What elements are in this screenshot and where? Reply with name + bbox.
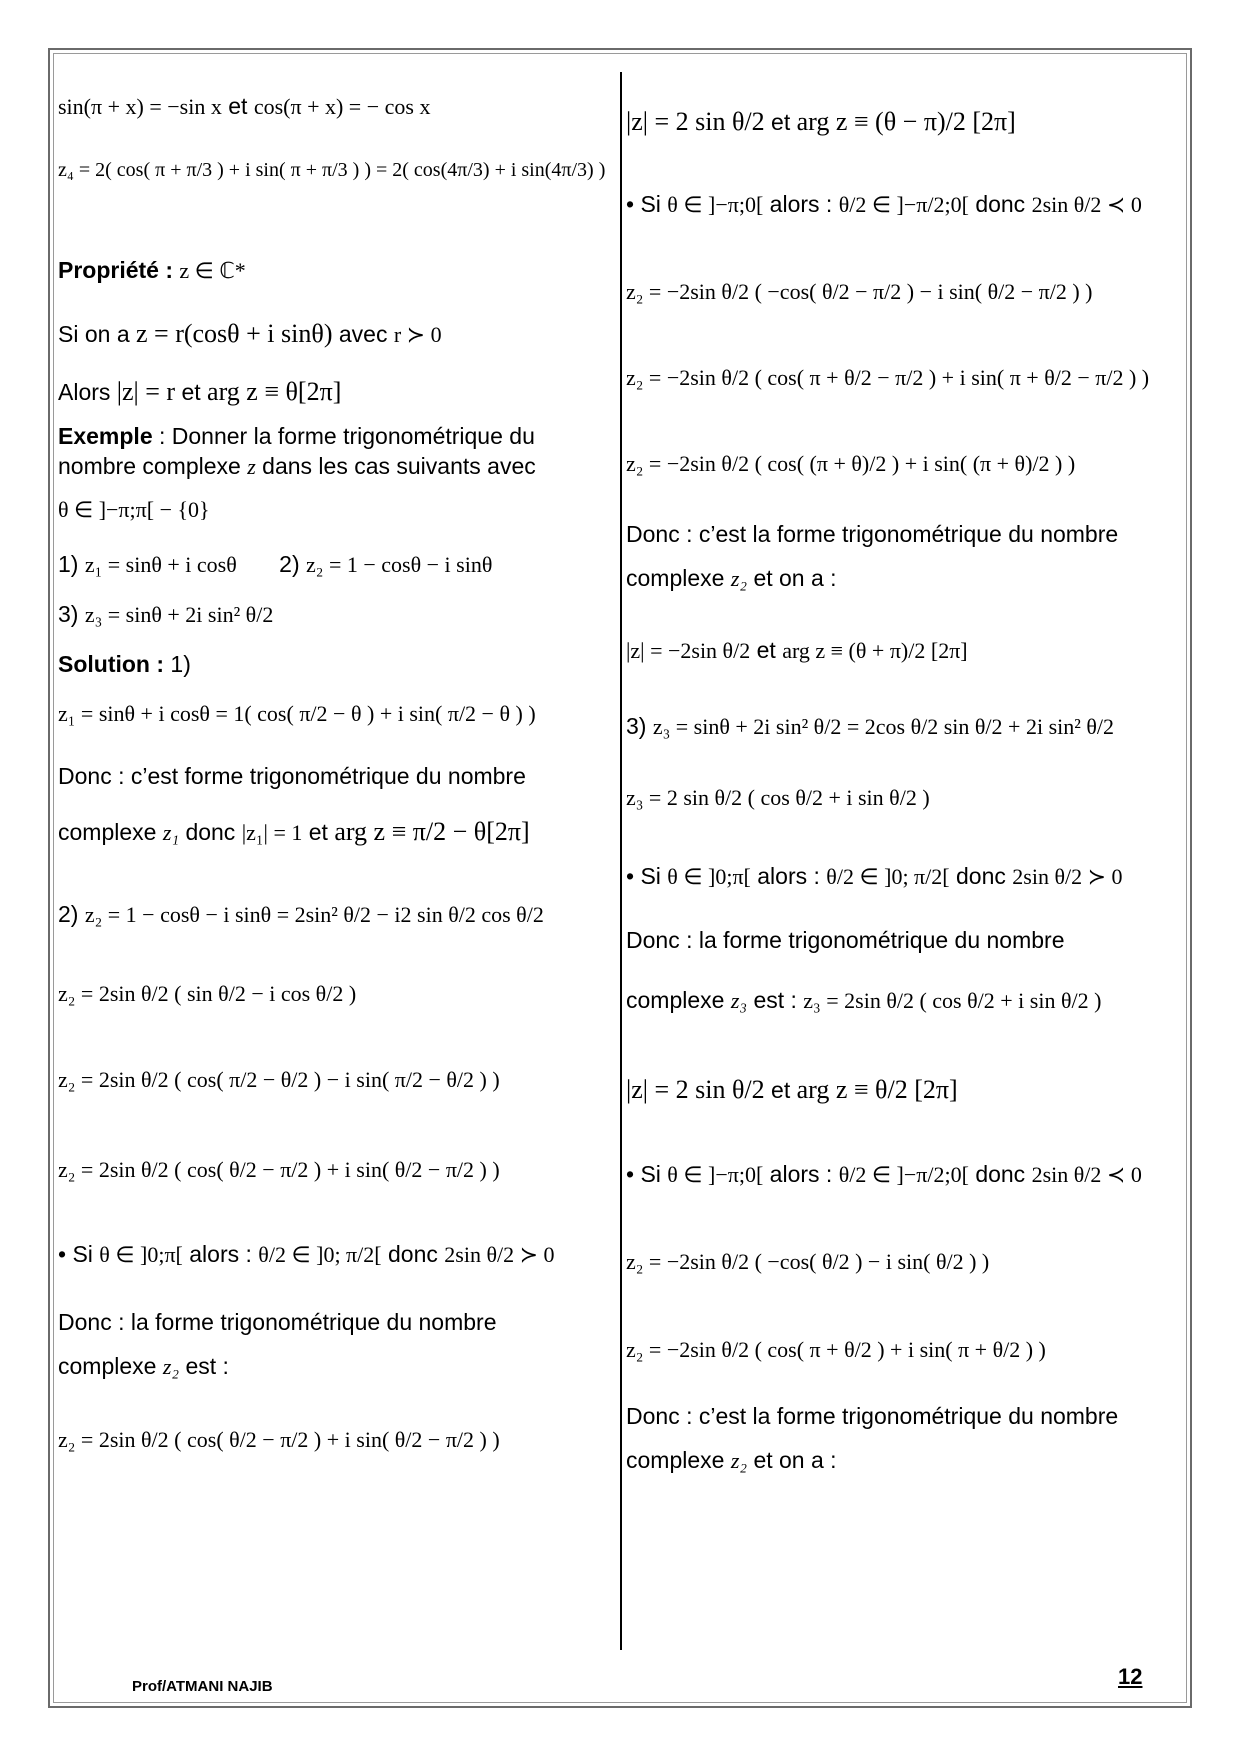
z2-symbol: z₂	[730, 1448, 748, 1473]
r-solution-3-line	[626, 712, 1114, 741]
half-theta-interval: θ/2 ∈ ]0; π/2[	[826, 864, 950, 889]
z3-symbol: z₃	[730, 988, 748, 1013]
property-label: Propriété :	[58, 257, 174, 283]
sign-condition: 2sin θ/2 ≺ 0	[1031, 1162, 1142, 1187]
bullet-si: • Si	[626, 191, 661, 217]
identity-line	[58, 92, 430, 121]
exemple-text: : Donner la forme trigonométrique du	[152, 423, 535, 449]
donc-word: donc	[975, 191, 1026, 217]
donc-word: donc	[956, 863, 1006, 889]
complexe-word: complexe	[626, 565, 725, 591]
alors-word: alors :	[769, 191, 833, 217]
theta-interval: θ ∈ ]0;π[	[667, 864, 751, 889]
r-z2-line-3: z₂ = −2sin θ/2 ( cos( (π + θ)/2 ) + i sin( (π + θ)/2 ) )	[626, 451, 1076, 476]
exemple-line-2	[58, 452, 536, 481]
et-word: et	[308, 819, 328, 845]
half-theta-interval: θ/2 ∈ ]−π/2;0[	[838, 192, 969, 217]
alors-word: alors :	[189, 1241, 252, 1267]
r-donc-line-1: Donc : c’est la forme trigonométrique du nombre	[626, 521, 1119, 547]
et-on-a-word: et on a :	[753, 1447, 837, 1473]
z1-argument: arg z ≡ π/2 − θ[2π]	[334, 817, 530, 846]
r-z2-line-1: z₂ = −2sin θ/2 ( −cos( θ/2 − π/2 ) − i sin( θ/2 − π/2 ) )	[626, 279, 1093, 304]
q1-math: z₁ = sinθ + i cosθ	[84, 552, 237, 577]
modulus-math: |z| = r	[116, 377, 176, 406]
exemple-line	[58, 422, 535, 450]
q2-math: z₂ = 1 − cosθ − i sinθ	[306, 552, 493, 577]
r-z2-line-2: z₂ = −2sin θ/2 ( cos( π + θ/2 − π/2 ) + i sin( π + θ/2 − π/2 ) )	[626, 365, 1150, 390]
exemple-text-2a: nombre complexe	[58, 453, 241, 479]
complexe-word: complexe	[58, 1353, 157, 1379]
z2-symbol: z₂	[162, 1354, 180, 1379]
est-word: est :	[185, 1353, 229, 1379]
theta-interval: θ ∈ ]0;π[	[99, 1242, 183, 1267]
z2-line-2: z₂ = 2sin θ/2 ( sin θ/2 − i cos θ/2 )	[58, 981, 357, 1006]
donc-word: donc	[185, 819, 236, 845]
questions-1-2	[58, 550, 492, 579]
r-modulus-arg-1	[626, 108, 1016, 136]
alors-word: alors :	[757, 863, 820, 889]
z2-final: z₂ = 2sin θ/2 ( cos( θ/2 − π/2 ) + i sin( θ/2 − π/2 ) )	[58, 1427, 500, 1452]
sin-identity: sin(π + x) = −sin x	[58, 94, 222, 119]
r-si-condition-1	[626, 190, 1142, 219]
exemple-label: Exemple	[58, 423, 153, 449]
r-complexe-z2-line-2	[626, 1446, 837, 1475]
r-z2-line-5: z₂ = −2sin θ/2 ( cos( π + θ/2 ) + i sin( π + θ/2 ) )	[626, 1337, 1046, 1362]
complexe-word: complexe	[626, 987, 725, 1013]
half-theta-interval: θ/2 ∈ ]−π/2;0[	[838, 1162, 969, 1187]
solution-1-math: z₁ = sinθ + i cosθ = 1( cos( π/2 − θ ) + i sin( π/2 − θ ) )	[58, 701, 536, 726]
r-complexe-z3-line	[626, 986, 1101, 1015]
si-on-a-line	[58, 320, 442, 349]
argument-math: arg z ≡ (θ − π)/2 [2π]	[796, 107, 1016, 136]
et-on-a-word: et on a :	[753, 565, 837, 591]
s2-label: 2)	[58, 901, 79, 927]
trig-form-math: z = r(cosθ + i sinθ)	[136, 319, 333, 348]
r-modulus-arg-2	[626, 636, 968, 665]
donc-word: donc	[975, 1161, 1026, 1187]
z2-line-3: z₂ = 2sin θ/2 ( cos( π/2 − θ/2 ) − i sin( π/2 − θ/2 ) )	[58, 1067, 500, 1092]
r-complexe-z2-line	[626, 564, 837, 593]
donc-word: donc	[388, 1241, 438, 1267]
s3-math: z₃ = sinθ + 2i sin² θ/2 = 2cos θ/2 sin θ/2 + 2i sin² θ/2	[652, 714, 1114, 739]
alors-label: Alors	[58, 379, 111, 405]
est-word: est :	[753, 987, 797, 1013]
sign-condition: 2sin θ/2 ≻ 0	[444, 1242, 555, 1267]
z2-line-4: z₂ = 2sin θ/2 ( cos( θ/2 − π/2 ) + i sin( θ/2 − π/2 ) )	[58, 1157, 500, 1182]
argument-math: arg z ≡ θ/2 [2π]	[796, 1075, 958, 1104]
bullet-si: • Si	[626, 863, 661, 889]
donc-line-2: Donc : la forme trigonométrique du nombre	[58, 1309, 497, 1335]
question-3	[58, 600, 273, 629]
property-line	[58, 256, 246, 285]
sign-condition: 2sin θ/2 ≻ 0	[1012, 864, 1123, 889]
r-donc-line-3: Donc : c’est la forme trigonométrique du nombre	[626, 1403, 1119, 1429]
exemple-z: z	[247, 454, 256, 479]
et-word: et	[771, 109, 791, 135]
et-word: et	[756, 637, 776, 663]
property-math: z ∈ ℂ*	[179, 258, 246, 283]
r-z2-line-4: z₂ = −2sin θ/2 ( −cos( θ/2 ) − i sin( θ/2 ) )	[626, 1249, 990, 1274]
page-number: 12	[1118, 1664, 1143, 1689]
modulus-math: |z| = 2 sin θ/2	[626, 107, 765, 136]
donc-line-1: Donc : c’est forme trigonométrique du nombre	[58, 763, 526, 789]
bullet-si: • Si	[626, 1161, 661, 1187]
r-z3-line: z₃ = 2 sin θ/2 ( cos θ/2 + i sin θ/2 )	[626, 785, 930, 810]
z3-trig-form: z₃ = 2sin θ/2 ( cos θ/2 + i sin θ/2 )	[803, 988, 1102, 1013]
solution-num: 1)	[164, 651, 191, 677]
modulus-math: |z| = 2 sin θ/2	[626, 1075, 765, 1104]
r-donc-line-2: Donc : la forme trigonométrique du nombre	[626, 927, 1065, 953]
solution-label: Solution :	[58, 651, 165, 677]
q3-label: 3)	[58, 601, 79, 627]
complexe-z2-line	[58, 1352, 229, 1381]
theta-interval: θ ∈ ]−π;0[	[667, 1162, 764, 1187]
modulus-math: |z| = −2sin θ/2	[626, 638, 751, 663]
argument-math: arg z ≡ θ[2π]	[207, 377, 342, 406]
alors-word: alors :	[769, 1161, 833, 1187]
cos-identity: cos(π + x) = − cos x	[253, 94, 431, 119]
z1-symbol: z₁	[162, 820, 180, 845]
z4-equation: z₄ = 2( cos( π + π/3 ) + i sin( π + π/3 ) ) = 2( cos(4π/3) + i sin(4π/3) )	[58, 159, 606, 181]
alors-line	[58, 378, 341, 406]
q3-math: z₃ = sinθ + 2i sin² θ/2	[84, 602, 274, 627]
q2-label: 2)	[279, 551, 300, 577]
et-word: et	[228, 93, 248, 119]
solution-2-line	[58, 900, 544, 929]
et-word: et	[771, 1077, 791, 1103]
complexe-word: complexe	[626, 1447, 725, 1473]
argument-math: arg z ≡ (θ + π)/2 [2π]	[782, 638, 968, 663]
q1-label: 1)	[58, 551, 79, 577]
z2-symbol: z₂	[730, 566, 748, 591]
column-divider	[620, 72, 622, 1650]
theta-domain: θ ∈ ]−π;π[ − {0}	[58, 497, 210, 522]
r-positive-math: r ≻ 0	[393, 322, 442, 347]
s2-math: z₂ = 1 − cosθ − i sinθ = 2sin² θ/2 − i2 sin θ/2 cos θ/2	[84, 902, 544, 927]
half-theta-interval: θ/2 ∈ ]0; π/2[	[258, 1242, 382, 1267]
complexe-z1-line	[58, 818, 530, 847]
complexe-word: complexe	[58, 819, 157, 845]
solution-line	[58, 650, 191, 678]
si-condition-left	[58, 1240, 555, 1269]
et-word: et	[181, 379, 201, 405]
s3-label: 3)	[626, 713, 647, 739]
footer-author: Prof/ATMANI NAJIB	[132, 1678, 273, 1695]
r-modulus-arg-3	[626, 1076, 958, 1104]
avec-label: avec	[338, 321, 388, 347]
r-si-condition-2	[626, 862, 1123, 891]
z1-modulus: |z₁| = 1	[241, 820, 303, 845]
exemple-text-2b: dans les cas suivants avec	[262, 453, 536, 479]
sign-condition: 2sin θ/2 ≺ 0	[1031, 192, 1142, 217]
theta-interval: θ ∈ ]−π;0[	[667, 192, 764, 217]
si-on-a-label: Si on a	[58, 321, 130, 347]
r-si-condition-3	[626, 1160, 1142, 1189]
bullet-si: • Si	[58, 1241, 93, 1267]
